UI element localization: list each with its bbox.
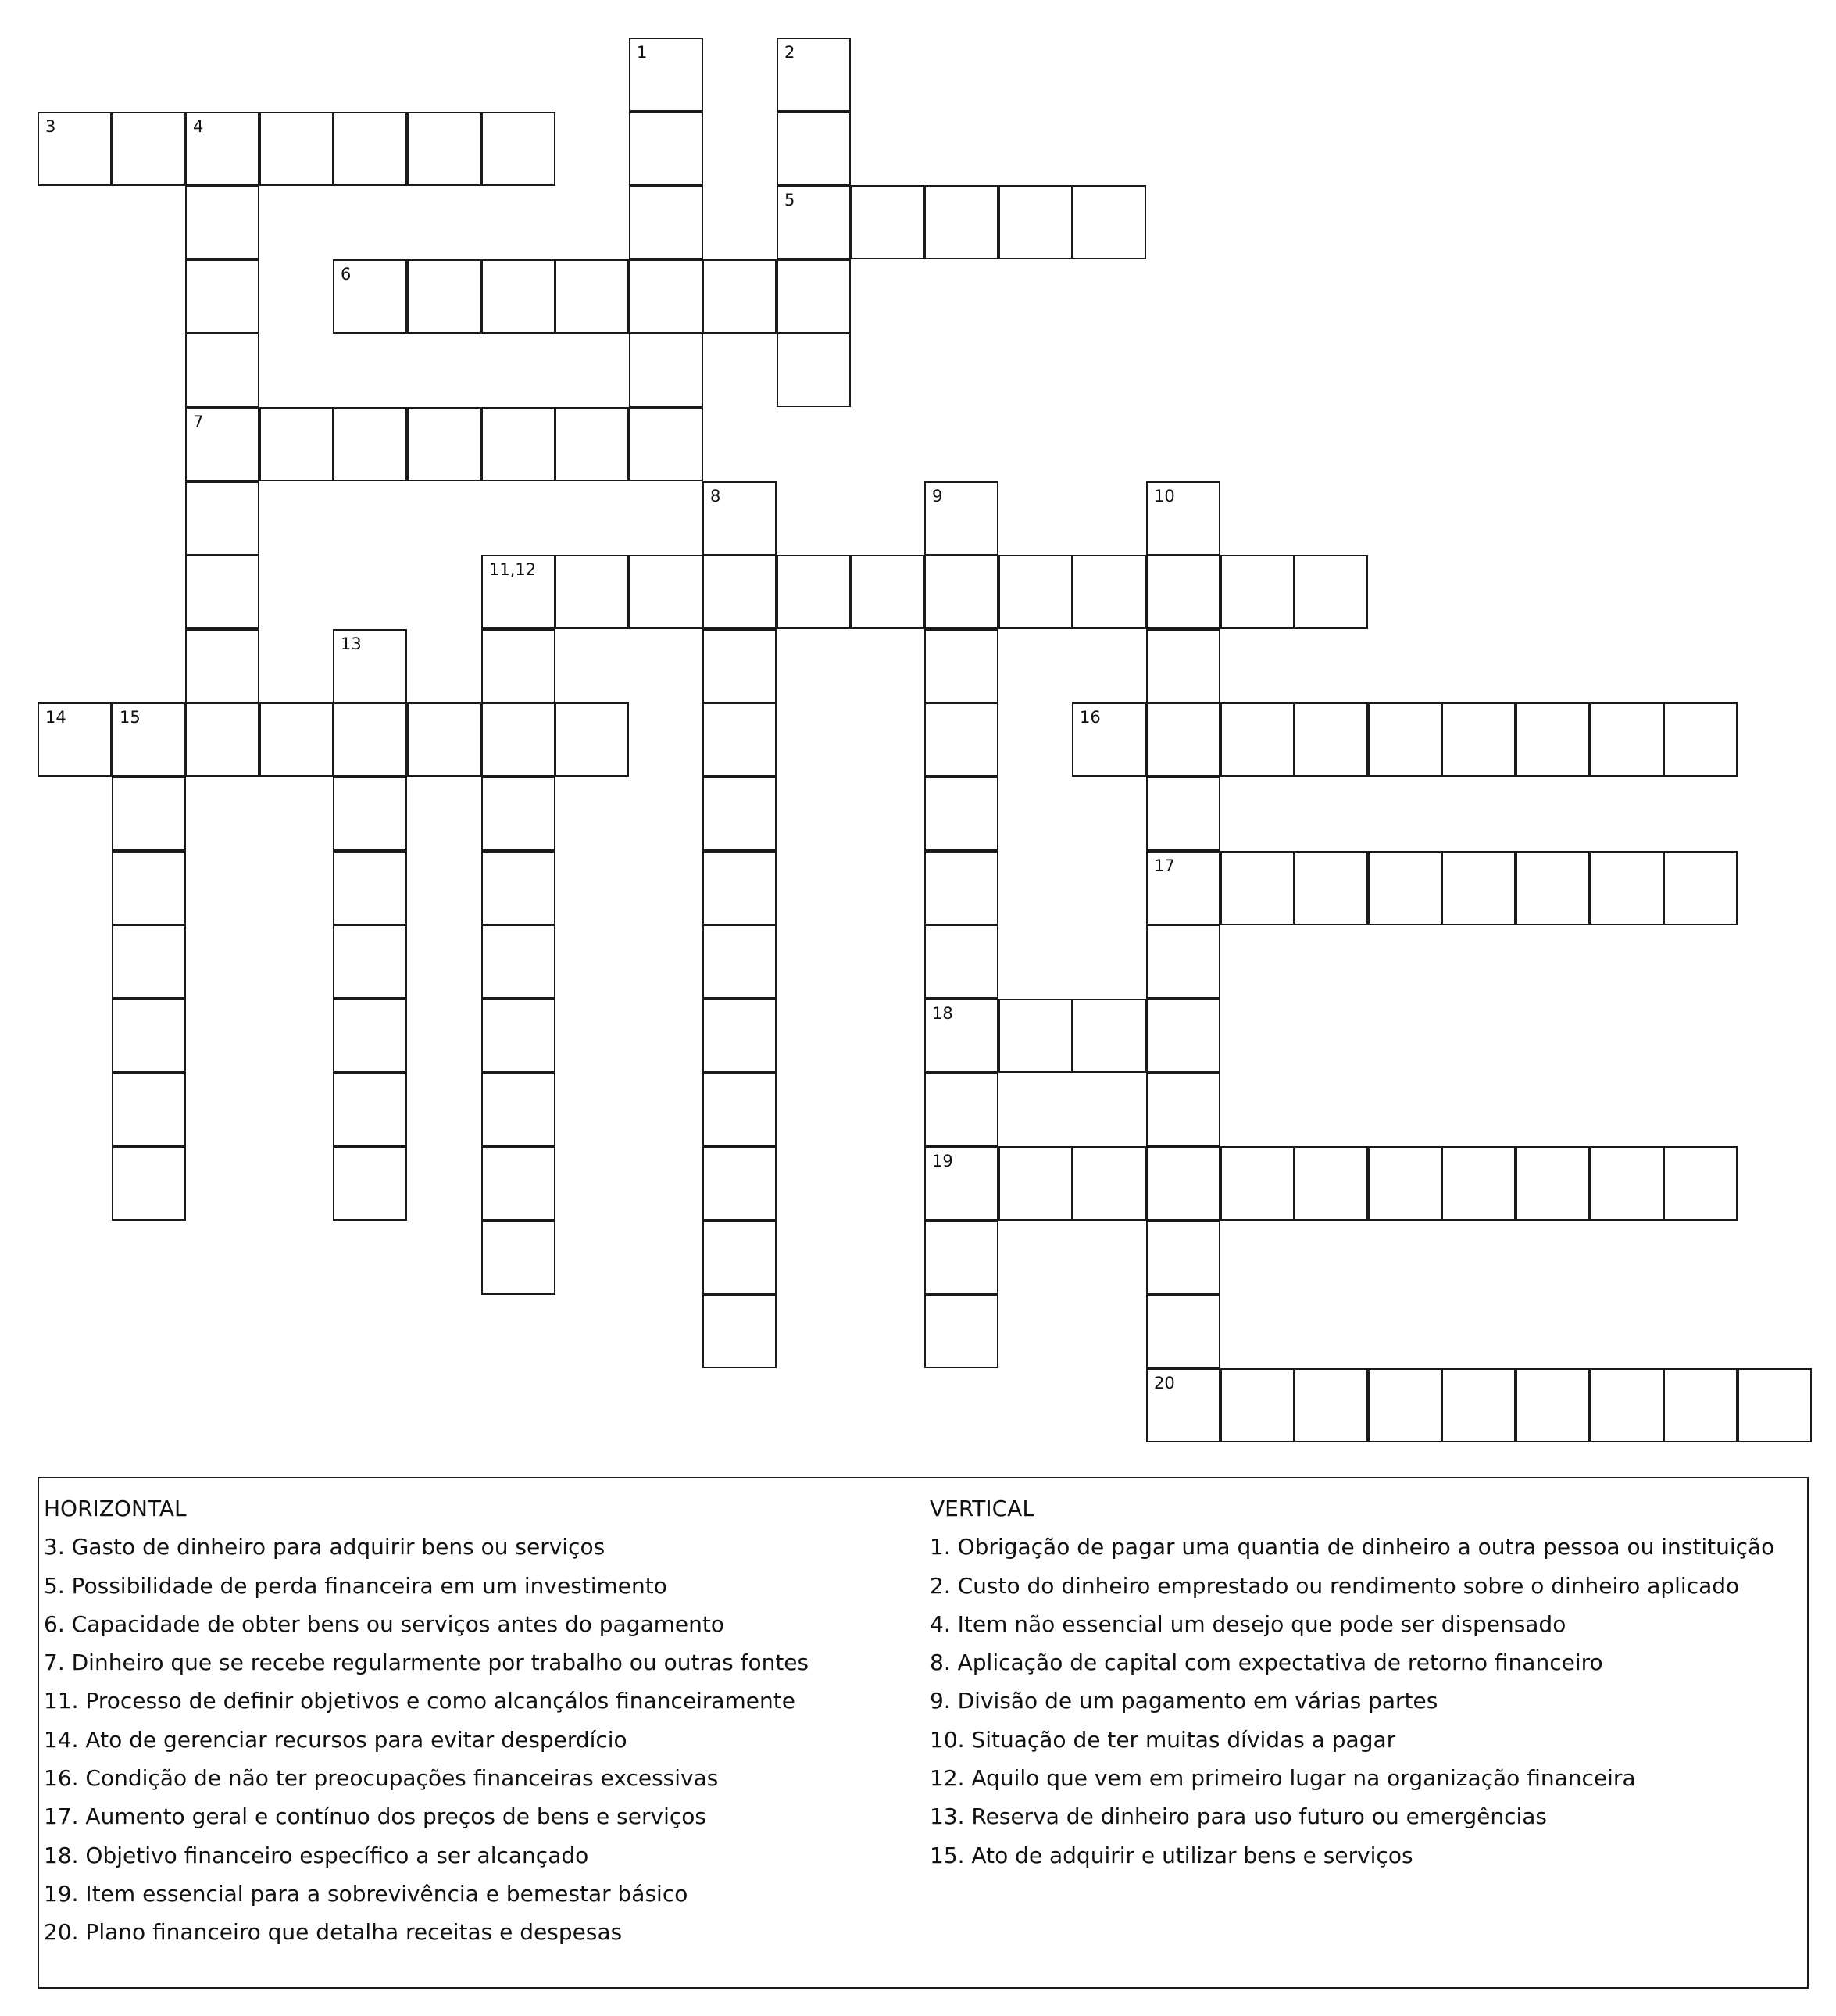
crossword-cell[interactable] bbox=[777, 555, 851, 629]
crossword-cell[interactable] bbox=[1368, 851, 1442, 925]
crossword-cell[interactable] bbox=[407, 702, 481, 777]
crossword-cell[interactable] bbox=[112, 777, 186, 851]
crossword-cell[interactable] bbox=[1590, 851, 1664, 925]
crossword-cell[interactable] bbox=[1590, 1146, 1664, 1221]
crossword-cell[interactable] bbox=[112, 851, 186, 925]
clue-number: 7 bbox=[193, 413, 204, 431]
crossword-cell[interactable] bbox=[924, 1146, 998, 1221]
crossword-cell[interactable] bbox=[777, 112, 851, 186]
crossword-cell[interactable] bbox=[1738, 1368, 1812, 1442]
horizontal-clue: 20. Plano financeiro que detalha receitas e despesas bbox=[44, 1919, 623, 1946]
vertical-clue: 2. Custo do dinheiro emprestado ou rendimento sobre o dinheiro aplicado bbox=[930, 1572, 1740, 1599]
horizontal-clue: 5. Possibilidade de perda financeira em um investimento bbox=[44, 1572, 667, 1599]
crossword-cell[interactable] bbox=[702, 777, 777, 851]
crossword-cell[interactable] bbox=[1146, 1221, 1220, 1295]
crossword-cell[interactable] bbox=[924, 629, 998, 703]
crossword-cell[interactable] bbox=[1663, 1146, 1738, 1221]
crossword-cell[interactable] bbox=[112, 924, 186, 999]
clue-number: 4 bbox=[193, 117, 204, 136]
clue-number: 16 bbox=[1080, 708, 1101, 727]
crossword-cell[interactable] bbox=[629, 112, 703, 186]
crossword-cell[interactable] bbox=[629, 185, 703, 259]
crossword-cell[interactable] bbox=[1663, 702, 1738, 777]
crossword-cell[interactable] bbox=[924, 1221, 998, 1295]
crossword-cell[interactable] bbox=[1072, 702, 1146, 777]
crossword-cell[interactable] bbox=[1516, 851, 1590, 925]
crossword-cell[interactable] bbox=[1368, 1368, 1442, 1442]
horizontal-clue: 7. Dinheiro que se recebe regularmente por trabalho ou outras fontes bbox=[44, 1650, 809, 1676]
crossword-cell[interactable] bbox=[702, 1294, 777, 1368]
crossword-cell[interactable] bbox=[112, 1072, 186, 1146]
crossword-cell[interactable] bbox=[481, 777, 555, 851]
crossword-cell[interactable] bbox=[185, 407, 259, 481]
crossword-cell[interactable] bbox=[38, 702, 112, 777]
crossword-cell[interactable] bbox=[555, 702, 629, 777]
vertical-clue: 15. Ato de adquirir e utilizar bens e serviços bbox=[930, 1842, 1413, 1868]
crossword-cell[interactable] bbox=[1590, 702, 1664, 777]
crossword-cell[interactable] bbox=[1368, 1146, 1442, 1221]
crossword-cell[interactable] bbox=[38, 112, 112, 186]
crossword-cell[interactable] bbox=[333, 1072, 407, 1146]
horizontal-clue: 11. Processo de definir objetivos e como alcançálos financeiramente bbox=[44, 1688, 795, 1714]
crossword-cell[interactable] bbox=[185, 333, 259, 407]
crossword-cell[interactable] bbox=[851, 555, 925, 629]
crossword-cell[interactable] bbox=[1146, 702, 1220, 777]
crossword-cell[interactable] bbox=[1516, 702, 1590, 777]
crossword-cell[interactable] bbox=[333, 999, 407, 1073]
clue-number: 11,12 bbox=[489, 560, 537, 579]
crossword-cell[interactable] bbox=[1072, 185, 1146, 259]
crossword-cell[interactable] bbox=[185, 185, 259, 259]
crossword-cell[interactable] bbox=[481, 1072, 555, 1146]
crossword-cell[interactable] bbox=[1441, 851, 1516, 925]
clues-box bbox=[38, 1477, 1809, 1989]
crossword-cell[interactable] bbox=[1220, 851, 1295, 925]
crossword-cell[interactable] bbox=[924, 1072, 998, 1146]
crossword-cell[interactable] bbox=[629, 407, 703, 481]
crossword-cell[interactable] bbox=[998, 555, 1073, 629]
crossword-cell[interactable] bbox=[112, 999, 186, 1073]
crossword-cell[interactable] bbox=[777, 333, 851, 407]
horizontal-heading: HORIZONTAL bbox=[44, 1496, 187, 1521]
crossword-cell[interactable] bbox=[1146, 851, 1220, 925]
crossword-cell[interactable] bbox=[924, 555, 998, 629]
clue-number: 9 bbox=[932, 487, 943, 506]
horizontal-clue: 14. Ato de gerenciar recursos para evitar desperdício bbox=[44, 1726, 627, 1753]
crossword-cell[interactable] bbox=[777, 38, 851, 112]
crossword-cell[interactable] bbox=[481, 629, 555, 703]
crossword-cell[interactable] bbox=[1590, 1368, 1664, 1442]
horizontal-clue: 3. Gasto de dinheiro para adquirir bens ou serviços bbox=[44, 1534, 605, 1560]
crossword-cell[interactable] bbox=[333, 777, 407, 851]
clue-number: 8 bbox=[710, 487, 721, 506]
clue-number: 19 bbox=[932, 1152, 953, 1171]
crossword-cell[interactable] bbox=[555, 259, 629, 334]
crossword-cell[interactable] bbox=[924, 924, 998, 999]
horizontal-clue: 17. Aumento geral e contínuo dos preços de bens e serviços bbox=[44, 1803, 706, 1830]
crossword-cell[interactable] bbox=[1072, 555, 1146, 629]
crossword-cell[interactable] bbox=[481, 112, 555, 186]
crossword-cell[interactable] bbox=[1146, 1368, 1220, 1442]
crossword-cell[interactable] bbox=[185, 702, 259, 777]
crossword-cell[interactable] bbox=[1220, 1368, 1295, 1442]
crossword-cell[interactable] bbox=[185, 555, 259, 629]
clue-number: 10 bbox=[1154, 487, 1175, 506]
crossword-cell[interactable] bbox=[777, 259, 851, 334]
crossword-cell[interactable] bbox=[1294, 555, 1368, 629]
crossword-cell[interactable] bbox=[702, 629, 777, 703]
crossword-cell[interactable] bbox=[481, 702, 555, 777]
crossword-cell[interactable] bbox=[185, 259, 259, 334]
crossword-cell[interactable] bbox=[1441, 1146, 1516, 1221]
vertical-clue: 8. Aplicação de capital com expectativa de retorno financeiro bbox=[930, 1650, 1603, 1676]
crossword-cell[interactable] bbox=[998, 999, 1073, 1073]
crossword-cell[interactable] bbox=[481, 999, 555, 1073]
clue-number: 5 bbox=[784, 191, 795, 209]
crossword-cell[interactable] bbox=[702, 999, 777, 1073]
crossword-cell[interactable] bbox=[1516, 1146, 1590, 1221]
clue-number: 14 bbox=[45, 708, 66, 727]
crossword-cell[interactable] bbox=[407, 259, 481, 334]
clue-number: 1 bbox=[637, 43, 648, 62]
crossword-cell[interactable] bbox=[702, 924, 777, 999]
crossword-cell[interactable] bbox=[702, 1146, 777, 1221]
crossword-cell[interactable] bbox=[702, 851, 777, 925]
clue-number: 13 bbox=[341, 634, 362, 653]
crossword-cell[interactable] bbox=[924, 999, 998, 1073]
crossword-cell[interactable] bbox=[407, 112, 481, 186]
crossword-cell[interactable] bbox=[481, 1146, 555, 1221]
crossword-cell[interactable] bbox=[481, 555, 555, 629]
crossword-cell[interactable] bbox=[1146, 999, 1220, 1073]
crossword-cell[interactable] bbox=[1146, 555, 1220, 629]
crossword-cell[interactable] bbox=[112, 112, 186, 186]
crossword-cell[interactable] bbox=[555, 555, 629, 629]
crossword-cell[interactable] bbox=[1146, 777, 1220, 851]
crossword-cell[interactable] bbox=[185, 112, 259, 186]
crossword-cell[interactable] bbox=[1663, 1368, 1738, 1442]
clue-number: 17 bbox=[1154, 856, 1175, 875]
crossword-cell[interactable] bbox=[1663, 851, 1738, 925]
crossword-cell[interactable] bbox=[1146, 1294, 1220, 1368]
crossword-cell[interactable] bbox=[1368, 702, 1442, 777]
crossword-cell[interactable] bbox=[924, 777, 998, 851]
crossword-cell[interactable] bbox=[702, 1221, 777, 1295]
horizontal-clue: 16. Condição de não ter preocupações financeiras excessivas bbox=[44, 1765, 719, 1792]
crossword-cell[interactable] bbox=[998, 185, 1073, 259]
crossword-cell[interactable] bbox=[924, 702, 998, 777]
crossword-cell[interactable] bbox=[481, 1221, 555, 1295]
crossword-cell[interactable] bbox=[1441, 702, 1516, 777]
horizontal-clue: 19. Item essencial para a sobrevivência e bemestar básico bbox=[44, 1880, 688, 1907]
vertical-clue: 13. Reserva de dinheiro para uso futuro ou emergências bbox=[930, 1803, 1548, 1830]
crossword-cell[interactable] bbox=[333, 924, 407, 999]
crossword-cell[interactable] bbox=[1516, 1368, 1590, 1442]
crossword-cell[interactable] bbox=[481, 259, 555, 334]
crossword-cell[interactable] bbox=[851, 185, 925, 259]
crossword-cell[interactable] bbox=[333, 1146, 407, 1221]
crossword-cell[interactable] bbox=[702, 1072, 777, 1146]
horizontal-clue: 6. Capacidade de obter bens ou serviços antes do pagamento bbox=[44, 1610, 725, 1637]
crossword-cell[interactable] bbox=[1294, 851, 1368, 925]
vertical-clue: 9. Divisão de um pagamento em várias partes bbox=[930, 1688, 1438, 1714]
clue-number: 15 bbox=[120, 708, 141, 727]
crossword-cell[interactable] bbox=[1072, 999, 1146, 1073]
vertical-clues-column bbox=[930, 1489, 1797, 1875]
crossword-cell[interactable] bbox=[1146, 1072, 1220, 1146]
vertical-clue: 12. Aquilo que vem em primeiro lugar na organização financeira bbox=[930, 1765, 1636, 1792]
clue-number: 6 bbox=[341, 265, 352, 284]
crossword-cell[interactable] bbox=[777, 185, 851, 259]
crossword-cell[interactable] bbox=[259, 112, 334, 186]
vertical-clue: 1. Obrigação de pagar uma quantia de dinheiro a outra pessoa ou instituição bbox=[930, 1534, 1775, 1560]
crossword-cell[interactable] bbox=[702, 702, 777, 777]
clue-number: 18 bbox=[932, 1004, 953, 1023]
crossword-cell[interactable] bbox=[1072, 1146, 1146, 1221]
crossword-cell[interactable] bbox=[924, 481, 998, 556]
crossword-cell[interactable] bbox=[1146, 629, 1220, 703]
crossword-cell[interactable] bbox=[702, 555, 777, 629]
horizontal-clue: 18. Objetivo financeiro específico a ser alcançado bbox=[44, 1842, 589, 1868]
crossword-cell[interactable] bbox=[702, 259, 777, 334]
crossword-cell[interactable] bbox=[481, 851, 555, 925]
vertical-clue: 4. Item não essencial um desejo que pode ser dispensado bbox=[930, 1610, 1566, 1637]
crossword-cell[interactable] bbox=[702, 481, 777, 556]
crossword-cell[interactable] bbox=[1146, 1146, 1220, 1221]
clue-number: 3 bbox=[45, 117, 56, 136]
crossword-cell[interactable] bbox=[333, 851, 407, 925]
crossword-cell[interactable] bbox=[1146, 481, 1220, 556]
crossword-cell[interactable] bbox=[1294, 1368, 1368, 1442]
crossword-cell[interactable] bbox=[1220, 555, 1295, 629]
crossword-cell[interactable] bbox=[259, 702, 334, 777]
clue-number: 20 bbox=[1154, 1374, 1175, 1392]
crossword-cell[interactable] bbox=[629, 333, 703, 407]
crossword-cell[interactable] bbox=[1294, 1146, 1368, 1221]
crossword-cell[interactable] bbox=[333, 702, 407, 777]
crossword-cell[interactable] bbox=[629, 555, 703, 629]
crossword-cell[interactable] bbox=[333, 259, 407, 334]
crossword-cell[interactable] bbox=[481, 407, 555, 481]
crossword-cell[interactable] bbox=[1441, 1368, 1516, 1442]
crossword-cell[interactable] bbox=[998, 1146, 1073, 1221]
crossword-cell[interactable] bbox=[333, 112, 407, 186]
crossword-cell[interactable] bbox=[924, 851, 998, 925]
crossword-cell[interactable] bbox=[112, 1146, 186, 1221]
crossword-cell[interactable] bbox=[1146, 924, 1220, 999]
crossword-cell[interactable] bbox=[481, 924, 555, 999]
crossword-cell[interactable] bbox=[924, 185, 998, 259]
crossword-cell[interactable] bbox=[333, 407, 407, 481]
crossword-cell[interactable] bbox=[924, 1294, 998, 1368]
crossword-cell[interactable] bbox=[1220, 702, 1295, 777]
crossword-cell[interactable] bbox=[629, 38, 703, 112]
vertical-heading: VERTICAL bbox=[930, 1496, 1034, 1521]
crossword-cell[interactable] bbox=[185, 629, 259, 703]
crossword-cell[interactable] bbox=[185, 481, 259, 556]
crossword-cell[interactable] bbox=[407, 407, 481, 481]
crossword-cell[interactable] bbox=[1220, 1146, 1295, 1221]
crossword-cell[interactable] bbox=[259, 407, 334, 481]
crossword-cell[interactable] bbox=[1294, 702, 1368, 777]
crossword-cell[interactable] bbox=[333, 629, 407, 703]
crossword-cell[interactable] bbox=[112, 702, 186, 777]
horizontal-clues-column bbox=[44, 1489, 919, 1952]
vertical-clue: 10. Situação de ter muitas dívidas a pagar bbox=[930, 1726, 1396, 1753]
crossword-cell[interactable] bbox=[629, 259, 703, 334]
crossword-cell[interactable] bbox=[555, 407, 629, 481]
clue-number: 2 bbox=[784, 43, 795, 62]
